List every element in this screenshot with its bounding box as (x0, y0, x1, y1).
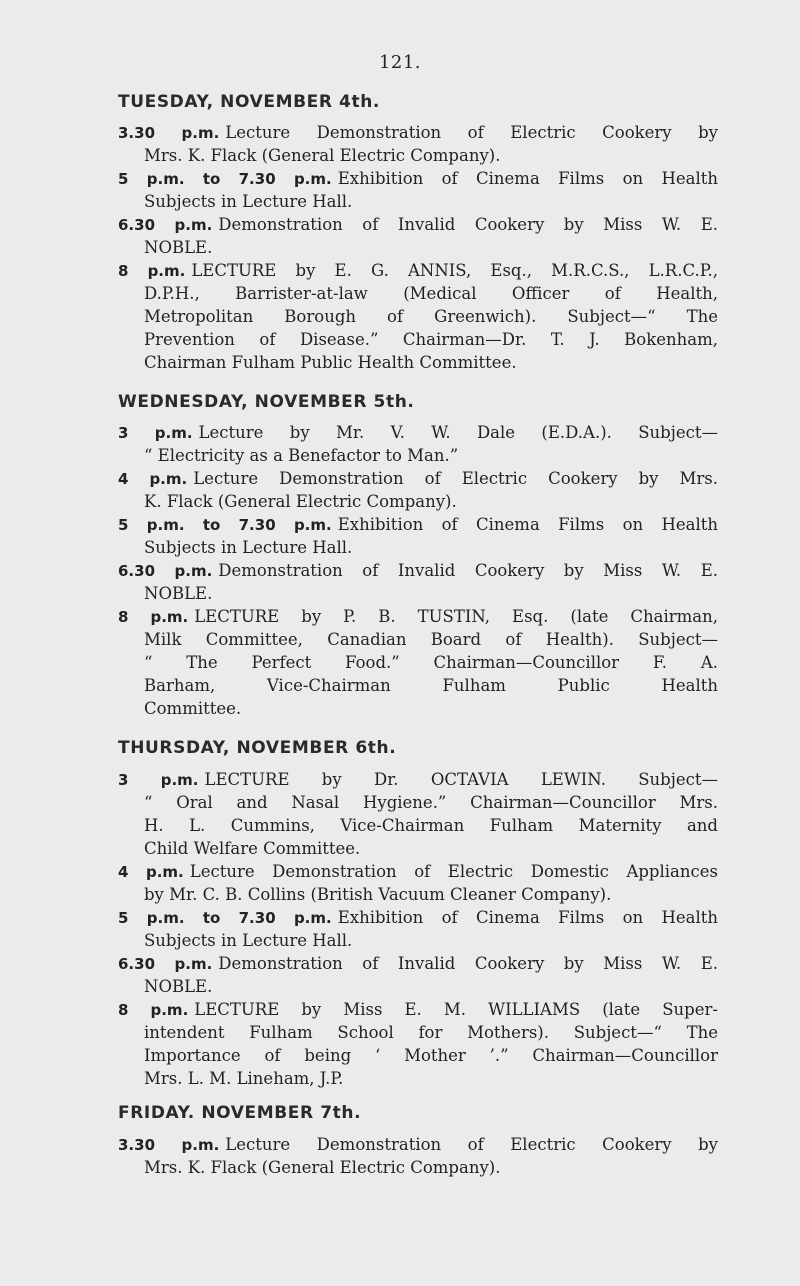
friday-entry-1 (118, 1133, 718, 1179)
page-number: 121. (378, 52, 422, 73)
entry-text: Exhibition of Cinema Films on Health (337, 169, 718, 188)
entry-text: Milk Committee, Canadian Board of Health). Subject— (144, 630, 718, 649)
entry-time: 5 p.m. to 7.30 p.m. (118, 516, 332, 534)
entry-text: NOBLE. (144, 977, 213, 996)
entry-time: 6.30 p.m. (118, 562, 213, 580)
entry-time: 3 p.m. (118, 424, 193, 442)
entry-text: Committee. (144, 699, 242, 718)
entry-text: LECTURE by E. G. ANNIS, Esq., M.R.C.S., L.R.C.P., (191, 261, 718, 280)
entry-text: Lecture Demonstration of Electric Domestic Appliances (189, 862, 718, 881)
entry-text: Lecture Demonstration of Electric Cookery by Mrs. (193, 469, 718, 488)
entry-text: LECTURE by P. B. TUSTIN, Esq. (late Chairman, (194, 607, 718, 626)
entry-text: Mrs. K. Flack (General Electric Company). (144, 146, 501, 165)
day-heading-wednesday: WEDNESDAY, NOVEMBER 5th. (118, 392, 415, 412)
entry-text: LECTURE by Dr. OCTAVIA LEWIN. Subject— (204, 770, 718, 789)
entry-time: 8 p.m. (118, 1001, 189, 1019)
entry-time: 4 p.m. (118, 470, 188, 488)
entry-text: Child Welfare Committee. (144, 839, 361, 858)
entry-text: Demonstration of Invalid Cookery by Miss W. E. (218, 954, 718, 973)
entry-text: Demonstration of Invalid Cookery by Miss W. E. (218, 215, 718, 234)
entry-text: “ The Perfect Food.” Chairman—Councillor F. A. (144, 653, 718, 672)
thursday-entry-4 (118, 952, 718, 998)
entry-text: Mrs. L. M. Lineham, J.P. (144, 1069, 344, 1088)
wednesday-entry-4 (118, 559, 718, 605)
entry-time: 8 p.m. (118, 608, 189, 626)
wednesday-entry-2 (118, 467, 718, 513)
wednesday-entry-1 (118, 421, 718, 467)
entry-text: NOBLE. (144, 584, 213, 603)
entry-time: 3.30 p.m. (118, 124, 220, 142)
entry-time: 5 p.m. to 7.30 p.m. (118, 909, 332, 927)
thursday-entry-5 (118, 998, 718, 1090)
entry-time: 8 p.m. (118, 262, 186, 280)
wednesday-entry-5 (118, 605, 718, 720)
entry-text: Barham, Vice-Chairman Fulham Public Health (144, 676, 718, 695)
tuesday-entry-4 (118, 259, 718, 374)
thursday-entry-1 (118, 768, 718, 860)
entry-time: 4 p.m. (118, 863, 184, 881)
entry-text: D.P.H., Barrister-at-law (Medical Officer of Health, (144, 284, 718, 303)
entry-text: Lecture by Mr. V. W. Dale (E.D.A.). Subject— (198, 423, 718, 442)
entry-text: NOBLE. (144, 238, 213, 257)
entry-text: Subjects in Lecture Hall. (144, 931, 353, 950)
wednesday-entry-3 (118, 513, 718, 559)
entry-text: “ Oral and Nasal Hygiene.” Chairman—Councillor Mrs. (144, 793, 718, 812)
entry-time: 5 p.m. to 7.30 p.m. (118, 170, 332, 188)
entry-text: Demonstration of Invalid Cookery by Miss W. E. (218, 561, 718, 580)
entry-text: Chairman Fulham Public Health Committee. (144, 353, 517, 372)
entry-time: 3 p.m. (118, 771, 199, 789)
entry-time: 3.30 p.m. (118, 1136, 220, 1154)
entry-text: by Mr. C. B. Collins (British Vacuum Cleaner Company). (144, 885, 612, 904)
entry-time: 6.30 p.m. (118, 955, 213, 973)
entry-text: Lecture Demonstration of Electric Cookery by (225, 123, 719, 142)
tuesday-entry-1 (118, 121, 718, 167)
entry-text: intendent Fulham School for Mothers). Subject—“ The (144, 1023, 718, 1042)
entry-text: LECTURE by Miss E. M. WILLIAMS (late Super- (194, 1000, 718, 1019)
entry-text: Subjects in Lecture Hall. (144, 192, 353, 211)
day-heading-friday: FRIDAY. NOVEMBER 7th. (118, 1103, 362, 1123)
tuesday-entry-2 (118, 167, 718, 213)
entry-text: Subjects in Lecture Hall. (144, 538, 353, 557)
entry-text: Exhibition of Cinema Films on Health (337, 515, 718, 534)
tuesday-entry-3 (118, 213, 718, 259)
day-heading-thursday: THURSDAY, NOVEMBER 6th. (118, 738, 397, 758)
entry-text: Prevention of Disease.” Chairman—Dr. T. J. Bokenham, (144, 330, 718, 349)
entry-time: 6.30 p.m. (118, 216, 213, 234)
entry-text: Lecture Demonstration of Electric Cookery by (225, 1135, 719, 1154)
thursday-entry-2 (118, 860, 718, 906)
entry-text: “ Electricity as a Benefactor to Man.” (144, 446, 459, 465)
day-heading-tuesday: TUESDAY, NOVEMBER 4th. (118, 92, 380, 112)
entry-text: K. Flack (General Electric Company). (144, 492, 457, 511)
thursday-entry-3 (118, 906, 718, 952)
entry-text: H. L. Cummins, Vice-Chairman Fulham Maternity and (144, 816, 718, 835)
entry-text: Metropolitan Borough of Greenwich). Subject—“ The (144, 307, 718, 326)
entry-text: Importance of being ‘ Mother ’.” Chairman—Councillor (144, 1046, 718, 1065)
entry-text: Mrs. K. Flack (General Electric Company). (144, 1158, 501, 1177)
entry-text: Exhibition of Cinema Films on Health (337, 908, 718, 927)
